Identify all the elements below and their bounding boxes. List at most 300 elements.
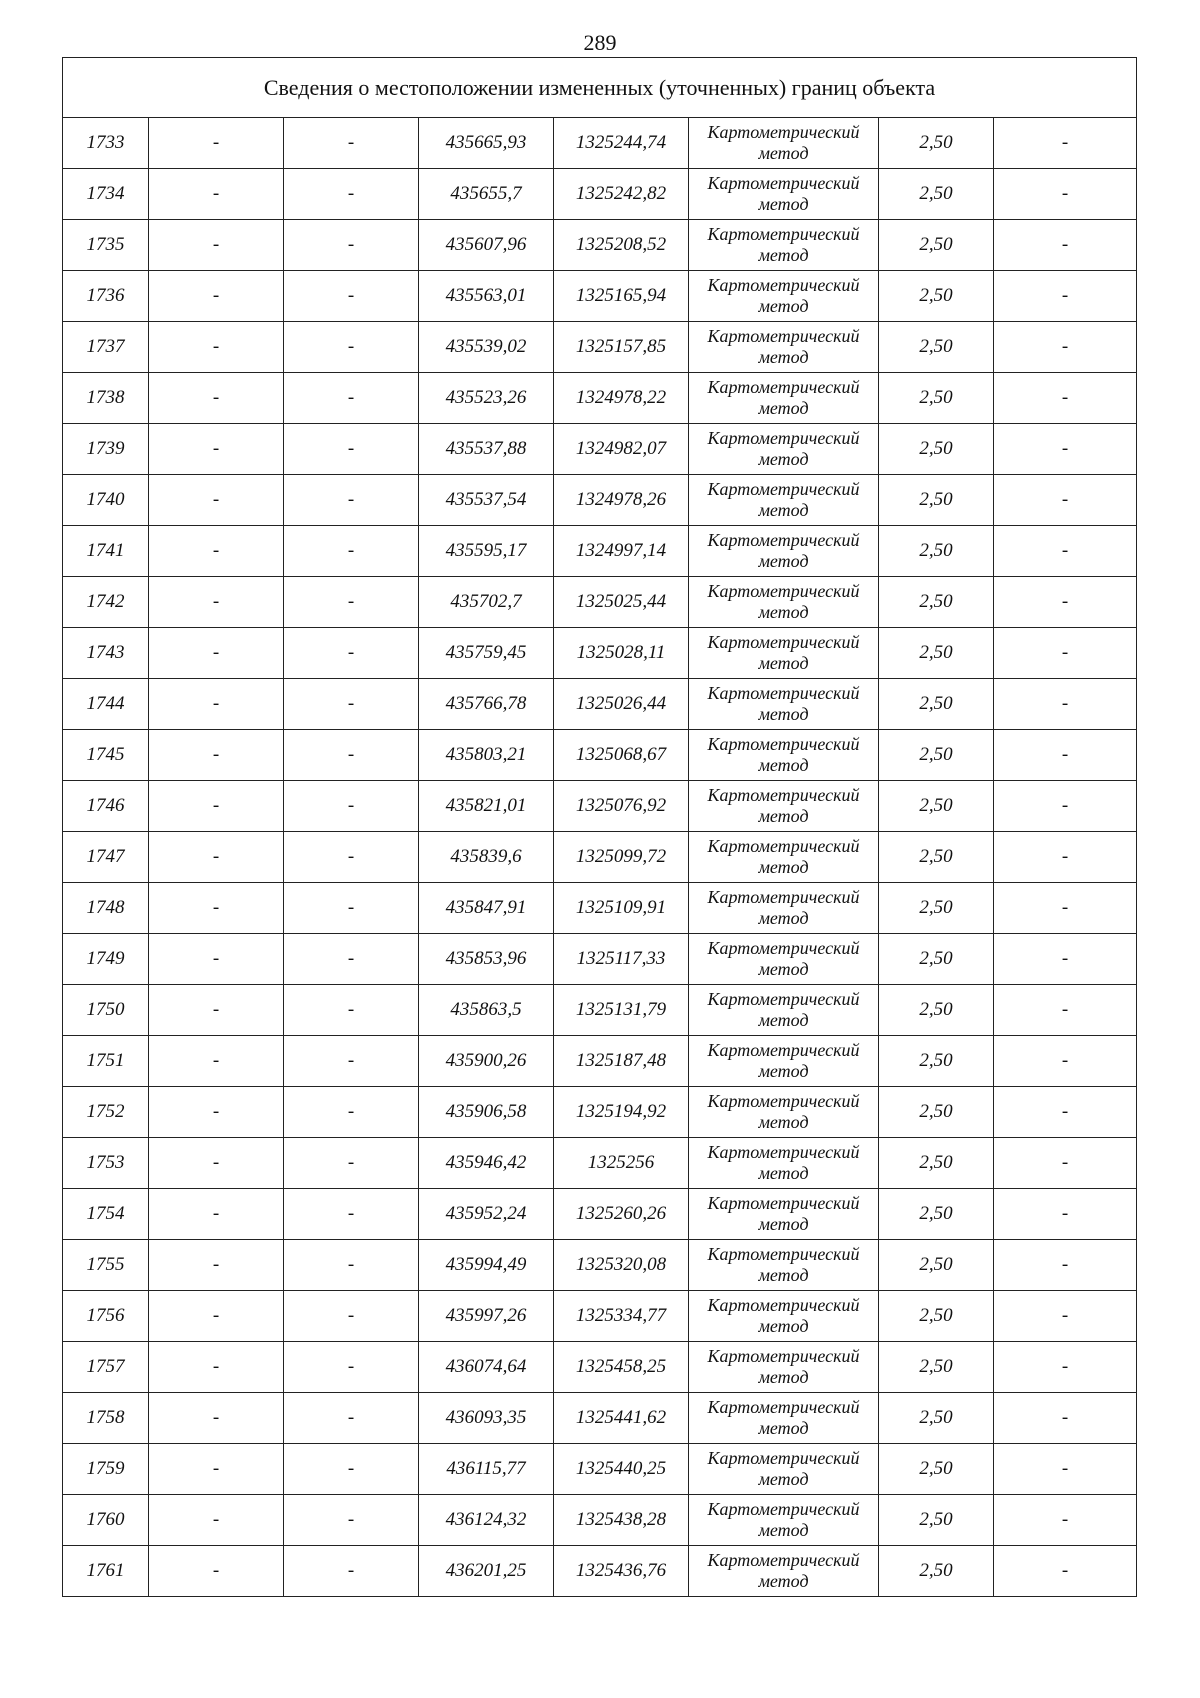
point-number-cell: 1741 [63, 526, 149, 577]
empty-cell: - [284, 118, 419, 169]
y-coordinate-cell: 1325068,67 [554, 730, 689, 781]
method-line-1: Картометрический [707, 275, 860, 295]
method-line-2: метод [758, 1061, 809, 1081]
description-cell: - [994, 169, 1137, 220]
empty-cell: - [284, 679, 419, 730]
x-coordinate-cell: 436124,32 [419, 1495, 554, 1546]
table-row [63, 577, 1137, 628]
table-body [63, 58, 1137, 1597]
y-coordinate-cell: 1324978,26 [554, 475, 689, 526]
table-row [63, 730, 1137, 781]
method-line-1: Картометрический [707, 1091, 860, 1111]
empty-cell: - [284, 475, 419, 526]
x-coordinate-cell: 435863,5 [419, 985, 554, 1036]
point-number-cell: 1757 [63, 1342, 149, 1393]
method-line-2: метод [758, 194, 809, 214]
method-line-1: Картометрический [707, 989, 860, 1009]
method-line-2: метод [758, 143, 809, 163]
y-coordinate-cell: 1325244,74 [554, 118, 689, 169]
method-line-1: Картометрический [707, 1295, 860, 1315]
y-coordinate-cell: 1325117,33 [554, 934, 689, 985]
y-coordinate-cell: 1324978,22 [554, 373, 689, 424]
empty-cell: - [284, 1087, 419, 1138]
method-cell [689, 322, 879, 373]
point-number-cell: 1756 [63, 1291, 149, 1342]
y-coordinate-cell: 1325458,25 [554, 1342, 689, 1393]
accuracy-cell: 2,50 [879, 169, 994, 220]
method-cell [689, 1393, 879, 1444]
y-coordinate-cell: 1325440,25 [554, 1444, 689, 1495]
table-title: Сведения о местоположении измененных (уточненных) границ объекта [63, 58, 1137, 118]
y-coordinate-cell: 1325242,82 [554, 169, 689, 220]
method-line-2: метод [758, 1265, 809, 1285]
method-line-2: метод [758, 398, 809, 418]
point-number-cell: 1746 [63, 781, 149, 832]
method-line-1: Картометрический [707, 1244, 860, 1264]
x-coordinate-cell: 435759,45 [419, 628, 554, 679]
point-number-cell: 1740 [63, 475, 149, 526]
accuracy-cell: 2,50 [879, 1291, 994, 1342]
empty-cell: - [284, 985, 419, 1036]
accuracy-cell: 2,50 [879, 934, 994, 985]
empty-cell: - [284, 424, 419, 475]
description-cell: - [994, 730, 1137, 781]
y-coordinate-cell: 1325076,92 [554, 781, 689, 832]
method-line-1: Картометрический [707, 836, 860, 856]
y-coordinate-cell: 1325026,44 [554, 679, 689, 730]
empty-cell: - [149, 1087, 284, 1138]
x-coordinate-cell: 436093,35 [419, 1393, 554, 1444]
title-row [63, 58, 1137, 118]
method-line-1: Картометрический [707, 1397, 860, 1417]
empty-cell: - [284, 1138, 419, 1189]
accuracy-cell: 2,50 [879, 1444, 994, 1495]
point-number-cell: 1742 [63, 577, 149, 628]
description-cell: - [994, 1444, 1137, 1495]
y-coordinate-cell: 1325256 [554, 1138, 689, 1189]
description-cell: - [994, 985, 1137, 1036]
method-line-2: метод [758, 449, 809, 469]
y-coordinate-cell: 1325438,28 [554, 1495, 689, 1546]
x-coordinate-cell: 435994,49 [419, 1240, 554, 1291]
point-number-cell: 1755 [63, 1240, 149, 1291]
point-number-cell: 1736 [63, 271, 149, 322]
method-cell [689, 985, 879, 1036]
method-line-2: метод [758, 806, 809, 826]
empty-cell: - [149, 781, 284, 832]
y-coordinate-cell: 1325165,94 [554, 271, 689, 322]
description-cell: - [994, 271, 1137, 322]
empty-cell: - [284, 1444, 419, 1495]
point-number-cell: 1749 [63, 934, 149, 985]
method-cell [689, 679, 879, 730]
method-line-2: метод [758, 959, 809, 979]
empty-cell: - [284, 1036, 419, 1087]
method-line-2: метод [758, 296, 809, 316]
method-cell [689, 1036, 879, 1087]
empty-cell: - [149, 1546, 284, 1597]
method-line-2: метод [758, 908, 809, 928]
empty-cell: - [284, 1393, 419, 1444]
description-cell: - [994, 1138, 1137, 1189]
method-line-1: Картометрический [707, 683, 860, 703]
table-row [63, 1036, 1137, 1087]
empty-cell: - [284, 1342, 419, 1393]
empty-cell: - [149, 475, 284, 526]
method-line-1: Картометрический [707, 581, 860, 601]
table-row [63, 832, 1137, 883]
table-row [63, 1342, 1137, 1393]
method-line-1: Картометрический [707, 1142, 860, 1162]
method-line-2: метод [758, 1418, 809, 1438]
x-coordinate-cell: 435997,26 [419, 1291, 554, 1342]
method-cell [689, 118, 879, 169]
method-cell [689, 373, 879, 424]
table-row [63, 118, 1137, 169]
empty-cell: - [149, 730, 284, 781]
point-number-cell: 1733 [63, 118, 149, 169]
method-line-1: Картометрический [707, 632, 860, 652]
method-cell [689, 475, 879, 526]
point-number-cell: 1744 [63, 679, 149, 730]
table-row [63, 169, 1137, 220]
table-row [63, 1189, 1137, 1240]
method-line-2: метод [758, 1163, 809, 1183]
empty-cell: - [284, 373, 419, 424]
method-line-2: метод [758, 1010, 809, 1030]
x-coordinate-cell: 435847,91 [419, 883, 554, 934]
accuracy-cell: 2,50 [879, 1546, 994, 1597]
method-cell [689, 1342, 879, 1393]
accuracy-cell: 2,50 [879, 1495, 994, 1546]
point-number-cell: 1747 [63, 832, 149, 883]
accuracy-cell: 2,50 [879, 679, 994, 730]
table-row [63, 934, 1137, 985]
description-cell: - [994, 475, 1137, 526]
table-row [63, 424, 1137, 475]
accuracy-cell: 2,50 [879, 1036, 994, 1087]
method-cell [689, 1495, 879, 1546]
empty-cell: - [149, 1495, 284, 1546]
method-line-2: метод [758, 1316, 809, 1336]
x-coordinate-cell: 435523,26 [419, 373, 554, 424]
table-row [63, 1138, 1137, 1189]
empty-cell: - [149, 220, 284, 271]
method-line-2: метод [758, 1214, 809, 1234]
x-coordinate-cell: 435665,93 [419, 118, 554, 169]
coordinates-table [62, 57, 1137, 1597]
empty-cell: - [284, 781, 419, 832]
y-coordinate-cell: 1325334,77 [554, 1291, 689, 1342]
table-row [63, 1240, 1137, 1291]
accuracy-cell: 2,50 [879, 985, 994, 1036]
empty-cell: - [284, 1189, 419, 1240]
empty-cell: - [149, 1189, 284, 1240]
method-line-1: Картометрический [707, 224, 860, 244]
x-coordinate-cell: 435900,26 [419, 1036, 554, 1087]
description-cell: - [994, 628, 1137, 679]
y-coordinate-cell: 1325131,79 [554, 985, 689, 1036]
method-cell [689, 220, 879, 271]
point-number-cell: 1761 [63, 1546, 149, 1597]
x-coordinate-cell: 435946,42 [419, 1138, 554, 1189]
x-coordinate-cell: 435839,6 [419, 832, 554, 883]
method-line-2: метод [758, 602, 809, 622]
empty-cell: - [149, 832, 284, 883]
y-coordinate-cell: 1325320,08 [554, 1240, 689, 1291]
description-cell: - [994, 1393, 1137, 1444]
method-cell [689, 832, 879, 883]
method-cell [689, 934, 879, 985]
method-cell [689, 781, 879, 832]
accuracy-cell: 2,50 [879, 1138, 994, 1189]
empty-cell: - [284, 628, 419, 679]
accuracy-cell: 2,50 [879, 577, 994, 628]
description-cell: - [994, 1546, 1137, 1597]
table-row [63, 1393, 1137, 1444]
method-line-2: метод [758, 755, 809, 775]
y-coordinate-cell: 1324982,07 [554, 424, 689, 475]
empty-cell: - [149, 1036, 284, 1087]
method-line-2: метод [758, 347, 809, 367]
description-cell: - [994, 883, 1137, 934]
method-line-1: Картометрический [707, 1550, 860, 1570]
method-line-1: Картометрический [707, 1193, 860, 1213]
empty-cell: - [284, 220, 419, 271]
method-line-1: Картометрический [707, 785, 860, 805]
accuracy-cell: 2,50 [879, 220, 994, 271]
table-row [63, 1495, 1137, 1546]
table-row [63, 322, 1137, 373]
method-line-2: метод [758, 1520, 809, 1540]
description-cell: - [994, 373, 1137, 424]
table-row [63, 373, 1137, 424]
method-line-1: Картометрический [707, 938, 860, 958]
accuracy-cell: 2,50 [879, 1189, 994, 1240]
description-cell: - [994, 934, 1137, 985]
page-number: 289 [583, 30, 617, 55]
method-line-2: метод [758, 245, 809, 265]
y-coordinate-cell: 1325441,62 [554, 1393, 689, 1444]
x-coordinate-cell: 436115,77 [419, 1444, 554, 1495]
y-coordinate-cell: 1325260,26 [554, 1189, 689, 1240]
empty-cell: - [284, 271, 419, 322]
accuracy-cell: 2,50 [879, 883, 994, 934]
empty-cell: - [149, 1393, 284, 1444]
description-cell: - [994, 577, 1137, 628]
method-line-2: метод [758, 1571, 809, 1591]
method-line-1: Картометрический [707, 530, 860, 550]
empty-cell: - [149, 1444, 284, 1495]
point-number-cell: 1737 [63, 322, 149, 373]
method-cell [689, 1138, 879, 1189]
point-number-cell: 1745 [63, 730, 149, 781]
x-coordinate-cell: 435803,21 [419, 730, 554, 781]
method-cell [689, 271, 879, 322]
accuracy-cell: 2,50 [879, 271, 994, 322]
method-cell [689, 1444, 879, 1495]
method-line-1: Картометрический [707, 377, 860, 397]
point-number-cell: 1735 [63, 220, 149, 271]
empty-cell: - [149, 1291, 284, 1342]
accuracy-cell: 2,50 [879, 1393, 994, 1444]
x-coordinate-cell: 435853,96 [419, 934, 554, 985]
method-cell [689, 730, 879, 781]
description-cell: - [994, 1291, 1137, 1342]
description-cell: - [994, 424, 1137, 475]
accuracy-cell: 2,50 [879, 322, 994, 373]
method-line-2: метод [758, 1112, 809, 1132]
description-cell: - [994, 781, 1137, 832]
table-row [63, 883, 1137, 934]
point-number-cell: 1760 [63, 1495, 149, 1546]
method-line-1: Картометрический [707, 326, 860, 346]
point-number-cell: 1750 [63, 985, 149, 1036]
x-coordinate-cell: 435655,7 [419, 169, 554, 220]
y-coordinate-cell: 1325436,76 [554, 1546, 689, 1597]
description-cell: - [994, 679, 1137, 730]
table-row [63, 628, 1137, 679]
empty-cell: - [149, 628, 284, 679]
y-coordinate-cell: 1325208,52 [554, 220, 689, 271]
method-line-1: Картометрический [707, 1499, 860, 1519]
description-cell: - [994, 1036, 1137, 1087]
empty-cell: - [284, 322, 419, 373]
y-coordinate-cell: 1324997,14 [554, 526, 689, 577]
accuracy-cell: 2,50 [879, 832, 994, 883]
empty-cell: - [149, 934, 284, 985]
method-line-1: Картометрический [707, 122, 860, 142]
method-line-1: Картометрический [707, 1448, 860, 1468]
empty-cell: - [284, 883, 419, 934]
y-coordinate-cell: 1325025,44 [554, 577, 689, 628]
empty-cell: - [284, 1291, 419, 1342]
accuracy-cell: 2,50 [879, 1240, 994, 1291]
method-cell [689, 1546, 879, 1597]
method-line-2: метод [758, 1469, 809, 1489]
method-cell [689, 424, 879, 475]
table-row [63, 475, 1137, 526]
empty-cell: - [284, 169, 419, 220]
empty-cell: - [284, 1495, 419, 1546]
method-cell [689, 883, 879, 934]
description-cell: - [994, 1189, 1137, 1240]
table-row [63, 679, 1137, 730]
table-row [63, 781, 1137, 832]
empty-cell: - [284, 526, 419, 577]
empty-cell: - [149, 985, 284, 1036]
method-line-2: метод [758, 500, 809, 520]
method-line-1: Картометрический [707, 734, 860, 754]
x-coordinate-cell: 435607,96 [419, 220, 554, 271]
x-coordinate-cell: 435539,02 [419, 322, 554, 373]
method-line-2: метод [758, 857, 809, 877]
description-cell: - [994, 322, 1137, 373]
point-number-cell: 1754 [63, 1189, 149, 1240]
accuracy-cell: 2,50 [879, 424, 994, 475]
method-line-2: метод [758, 1367, 809, 1387]
x-coordinate-cell: 435821,01 [419, 781, 554, 832]
y-coordinate-cell: 1325099,72 [554, 832, 689, 883]
point-number-cell: 1748 [63, 883, 149, 934]
method-line-1: Картометрический [707, 1346, 860, 1366]
x-coordinate-cell: 435537,88 [419, 424, 554, 475]
y-coordinate-cell: 1325109,91 [554, 883, 689, 934]
accuracy-cell: 2,50 [879, 475, 994, 526]
point-number-cell: 1734 [63, 169, 149, 220]
empty-cell: - [284, 1240, 419, 1291]
point-number-cell: 1753 [63, 1138, 149, 1189]
description-cell: - [994, 1087, 1137, 1138]
method-cell [689, 1240, 879, 1291]
empty-cell: - [149, 679, 284, 730]
point-number-cell: 1752 [63, 1087, 149, 1138]
accuracy-cell: 2,50 [879, 373, 994, 424]
empty-cell: - [149, 883, 284, 934]
method-line-1: Картометрический [707, 173, 860, 193]
description-cell: - [994, 1240, 1137, 1291]
x-coordinate-cell: 435766,78 [419, 679, 554, 730]
description-cell: - [994, 118, 1137, 169]
method-line-2: метод [758, 653, 809, 673]
description-cell: - [994, 220, 1137, 271]
empty-cell: - [284, 1546, 419, 1597]
description-cell: - [994, 1342, 1137, 1393]
x-coordinate-cell: 436201,25 [419, 1546, 554, 1597]
x-coordinate-cell: 435537,54 [419, 475, 554, 526]
point-number-cell: 1759 [63, 1444, 149, 1495]
x-coordinate-cell: 435702,7 [419, 577, 554, 628]
table-row [63, 1546, 1137, 1597]
point-number-cell: 1751 [63, 1036, 149, 1087]
table-row [63, 526, 1137, 577]
accuracy-cell: 2,50 [879, 1342, 994, 1393]
point-number-cell: 1739 [63, 424, 149, 475]
point-number-cell: 1738 [63, 373, 149, 424]
method-cell [689, 577, 879, 628]
description-cell: - [994, 526, 1137, 577]
x-coordinate-cell: 435595,17 [419, 526, 554, 577]
y-coordinate-cell: 1325187,48 [554, 1036, 689, 1087]
accuracy-cell: 2,50 [879, 628, 994, 679]
x-coordinate-cell: 435563,01 [419, 271, 554, 322]
empty-cell: - [149, 424, 284, 475]
description-cell: - [994, 832, 1137, 883]
empty-cell: - [149, 577, 284, 628]
accuracy-cell: 2,50 [879, 1087, 994, 1138]
empty-cell: - [284, 832, 419, 883]
y-coordinate-cell: 1325028,11 [554, 628, 689, 679]
point-number-cell: 1758 [63, 1393, 149, 1444]
method-cell [689, 169, 879, 220]
empty-cell: - [284, 730, 419, 781]
y-coordinate-cell: 1325194,92 [554, 1087, 689, 1138]
method-cell [689, 1087, 879, 1138]
empty-cell: - [149, 1240, 284, 1291]
empty-cell: - [149, 169, 284, 220]
method-cell [689, 1189, 879, 1240]
method-cell [689, 1291, 879, 1342]
empty-cell: - [149, 271, 284, 322]
accuracy-cell: 2,50 [879, 730, 994, 781]
method-cell [689, 526, 879, 577]
point-number-cell: 1743 [63, 628, 149, 679]
empty-cell: - [149, 373, 284, 424]
accuracy-cell: 2,50 [879, 118, 994, 169]
method-line-1: Картометрический [707, 887, 860, 907]
empty-cell: - [149, 118, 284, 169]
table-row [63, 1087, 1137, 1138]
